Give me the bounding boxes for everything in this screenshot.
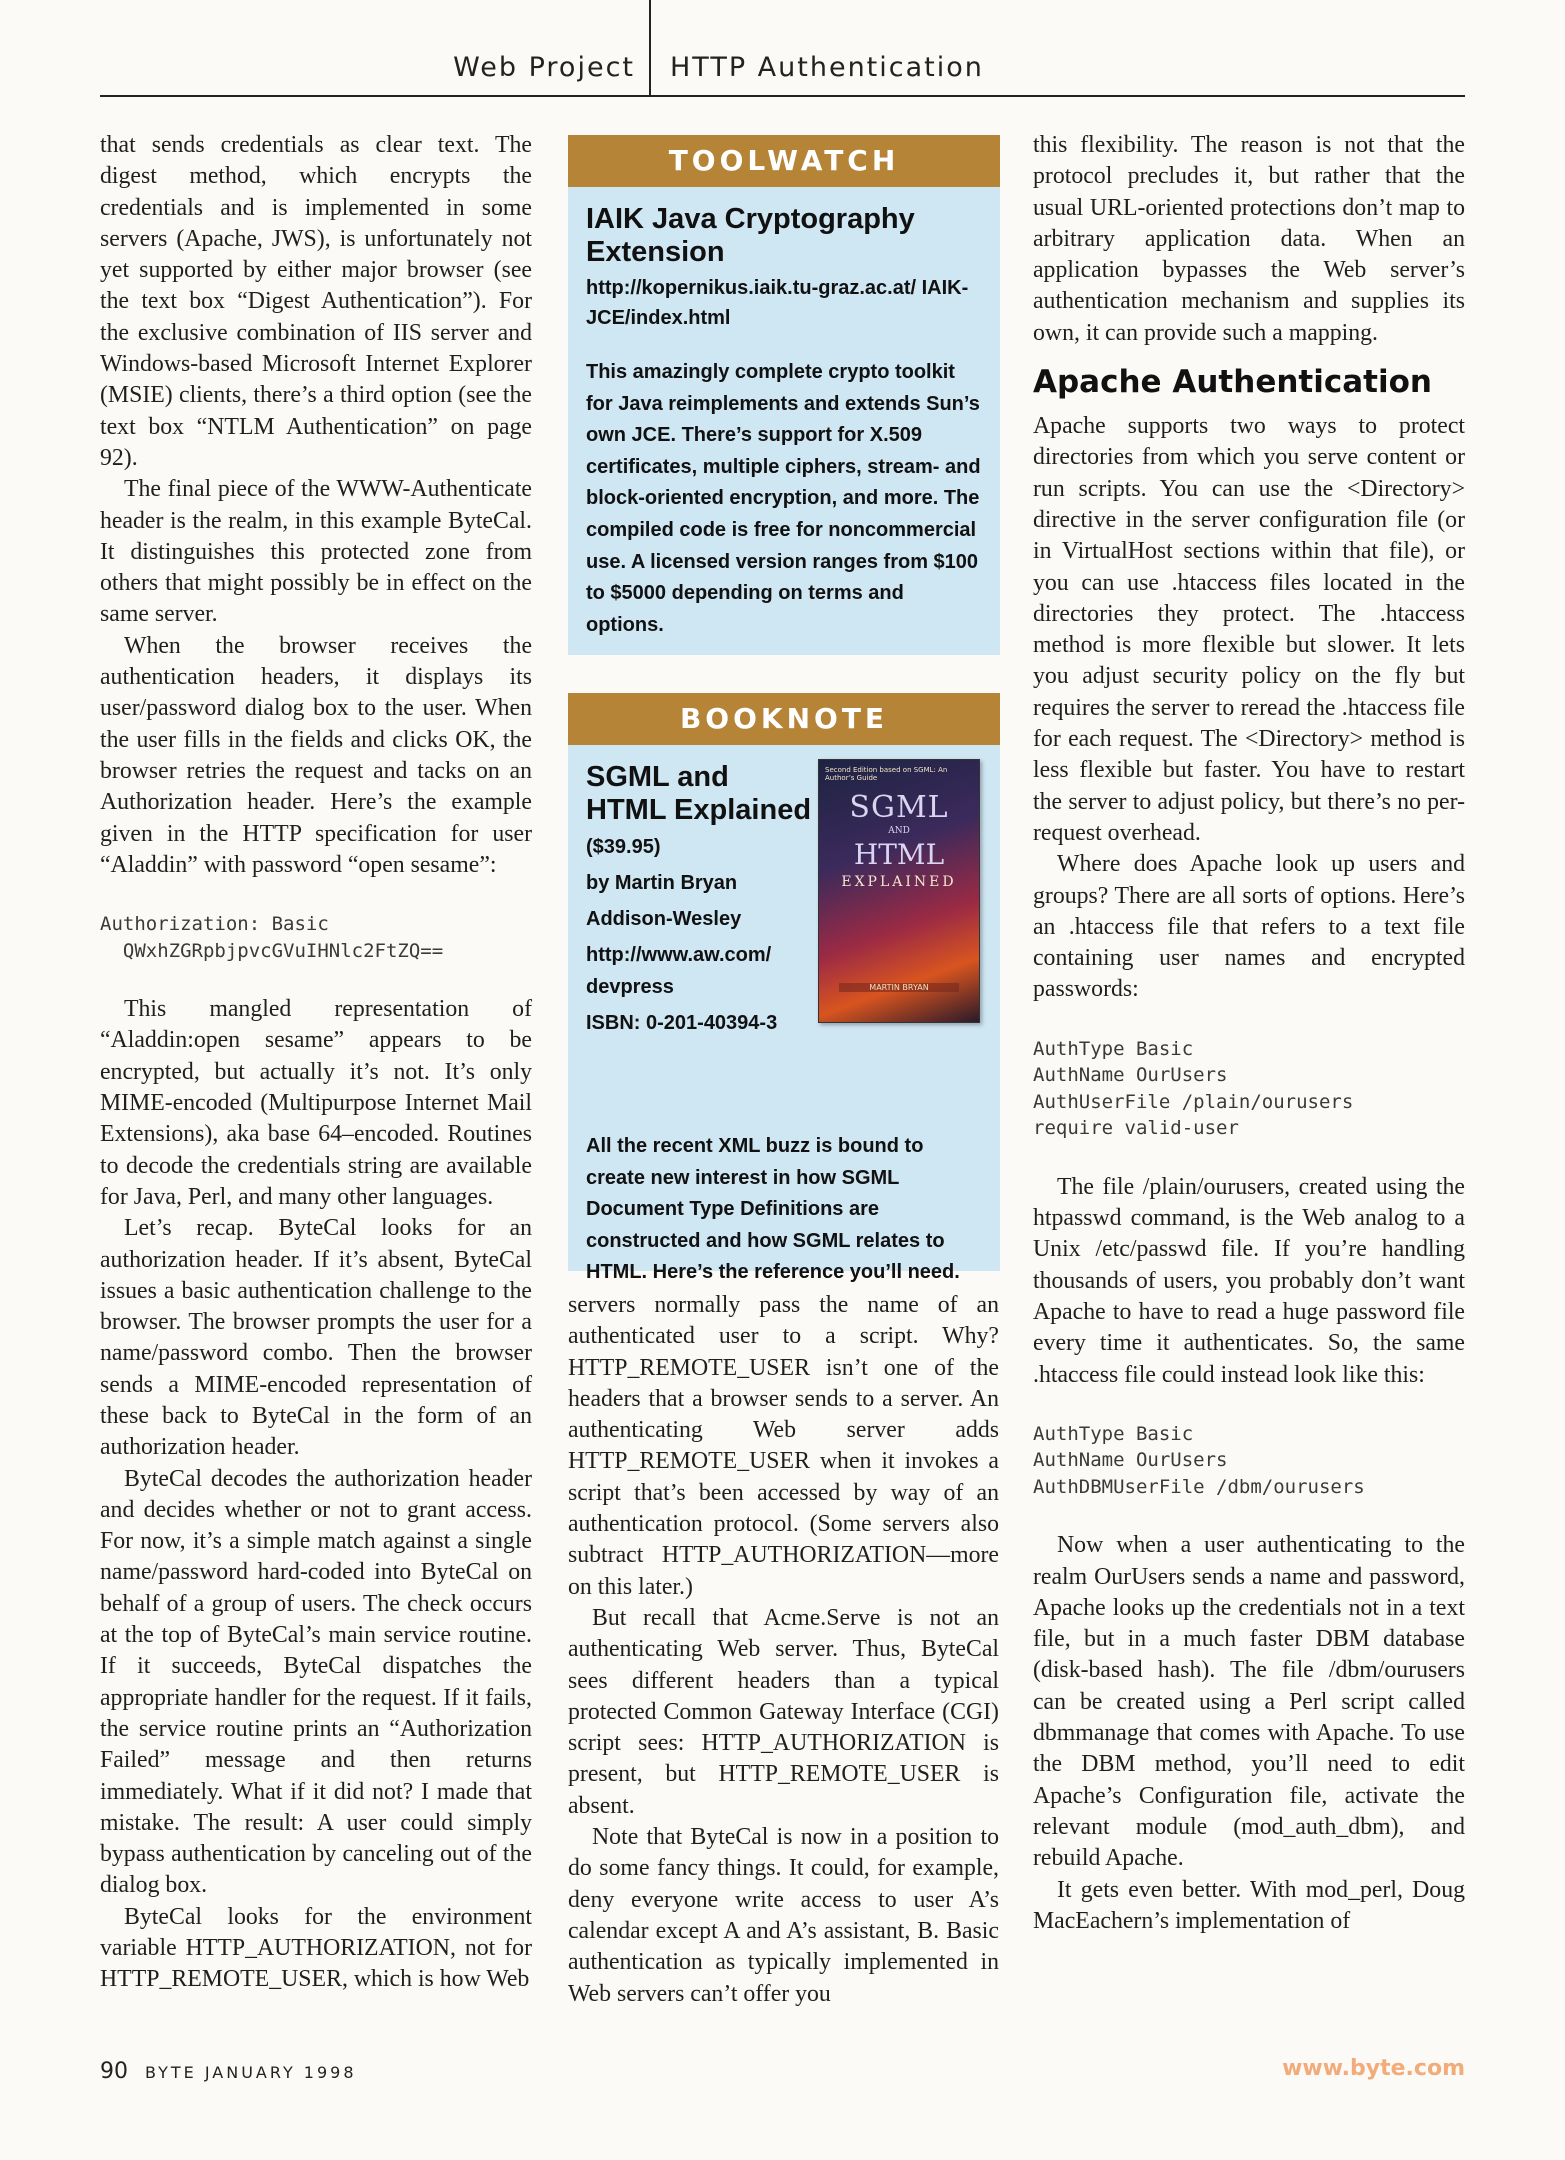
toolwatch-description: This amazingly complete crypto toolkit for Java reimplements and extends Sun’s own JCE. There’s support for X.509 certificates, multiple ciphers, stream- and block-oriented encryption, and more. The compiled code is free for noncommercial use. A licensed version ranges from $100 to $5000 depending on terms and options. [586,361,981,636]
paragraph: Let’s recap. ByteCal looks for an authorization header. If it’s absent, ByteCal issues a basic authentication challenge to the browser. The browser prompts the user for a name/password combo. Then the browser sends a MIME-encoded representation of these back to ByteCal in the form of an authorization header. [100,1215,532,1461]
paragraph: servers normally pass the name of an authenticated user to a script. Why? HTTP_REMOTE_USER isn’t one of the headers that a browser sends to a server. An authenticating Web server adds HTTP_REMOTE_USER when it invokes a script that’s been accessed by way of an authentication protocol. (Some servers also subtract HTTP_AUTHORIZATION—more on this later.) [568,1292,999,1600]
toolwatch-title: IAIK Java Cryptography Extension [586,203,915,268]
page-number: 90 [100,2059,128,2084]
header-section-left: Web Project [453,52,635,83]
publication-line: BYTE JANUARY 1998 [145,2063,357,2082]
header-section-right: HTTP Authentication [670,52,984,83]
cover-explained: EXPLAINED [841,874,957,890]
booknote-label: BOOKNOTE [568,693,1000,745]
paragraph: The file /plain/ourusers, created using the htpasswd command, is the Web analog to a Unix /etc/passwd file. If you’re handling thousands of users, you probably don’t want Apache to have to read a huge password file every time it authenticates. So, the same .htaccess file could instead look like this: [1033,1173,1465,1388]
toolwatch-label: TOOLWATCH [568,135,1000,187]
cover-and: AND [888,826,910,836]
column-3 [1033,130,1465,1937]
code-block: Authorization: Basic QWxhZGRpbjpvcGVuIHNlc2FtZQ== [100,913,444,962]
book-title: SGML and HTML Explained [586,761,812,826]
code-block: AuthType Basic AuthName OurUsers AuthDBMUserFile /dbm/ourusers [1033,1422,1365,1498]
header-divider [649,0,651,95]
book-publisher: Addison-Wesley [586,908,742,930]
column-1 [100,130,532,1996]
paragraph: When the browser receives the authentication headers, it displays its user/password dialog box to the user. When the user fills in the fields and clicks OK, the browser retries the request and tacks on an Authorization header. Here’s the example given in the HTTP specification for user “Aladdin” with password “open sesame”: [100,632,532,878]
booknote-sidebar [568,693,1000,1284]
toolwatch-sidebar [568,135,1000,655]
column-2 [568,1290,999,2010]
website-url: www.byte.com [1282,2056,1465,2081]
book-cover-image [818,759,980,1023]
paragraph: Note that ByteCal is now in a position to do some fancy things. It could, for example, deny everyone write access to user A’s calendar except A and A’s assistant, B. Basic authentication as typically implemented in Web servers can’t offer you [568,1824,999,2007]
book-url: http://www.aw.com/ devpress [586,944,772,998]
paragraph: Now when a user authenticating to the realm OurUsers sends a name and password, Apache looks up the credentials not in a text file, but in a much faster DBM database (disk-based hash). The file /dbm/ourusers can be created using a Perl script called dbmmanage that comes with Apache. To use the DBM method, you’ll need to edit Apache’s Configuration file, activate the relevant module (mod_auth_dbm), and rebuild Apache. [1033,1532,1465,1872]
section-heading: Apache Authentication [1033,364,1432,401]
paragraph: Where does Apache look up users and groups? There are all sorts of options. Here’s an .htaccess file that refers to a text file containing user names and encrypted passwords: [1033,851,1465,1003]
cover-tagline: Second Edition based on SGML: An Author’s Guide [825,766,948,782]
book-price: ($39.95) [586,836,661,858]
cover-html: HTML [853,838,945,871]
paragraph: Apache supports two ways to protect directories from which you serve content or run scripts. You can use the <Directory> directive in the server configuration file (or in VirtualHost sections within that file), or you can use .htaccess files located in the directories they protect. The .htaccess method is more flexible but slower. It lets you adjust security policy on the fly but requires the server to reread the .htaccess file for each request. The <Directory> method is less flexible but faster. You have to restart the server to adjust policy, but there’s no per-request overhead. [1033,413,1465,846]
booknote-description: All the recent XML buzz is bound to create new interest in how SGML Document Type Definitions are constructed and how SGML relates to HTML. Here’s the reference you’ll need. [586,1135,960,1284]
book-isbn: ISBN: 0-201-40394-3 [586,1012,778,1034]
paragraph: ByteCal looks for the environment variable HTTP_AUTHORIZATION, not for HTTP_REMOTE_USER, which is how Web [100,1903,532,1993]
paragraph: This mangled representation of “Aladdin:open sesame” appears to be encrypted, but actually it’s not. It’s only MIME-encoded (Multipurpose Internet Mail Extensions), aka base 64–encoded. Routines to decode the credentials string are available for Java, Perl, and many other languages. [100,996,532,1210]
page-footer [100,2059,357,2084]
paragraph: ByteCal decodes the authorization header and decides whether or not to grant access. For now, it’s a simple match against a single name/password hard-coded into ByteCal on behalf of a group of users. The check occurs at the top of ByteCal’s main service routine. If it succeeds, ByteCal dispatches the appropriate handler for the request. If it fails, the service routine prints an “Authorization Failed” message and then returns immediately. What if it did not? I made that mistake. The result: A user could simply bypass authentication by canceling out of the dialog box. [100,1465,532,1899]
cover-author: MARTIN BRYAN [839,983,959,992]
paragraph: But recall that Acme.Serve is not an authenticating Web server. Thus, ByteCal sees different headers than a typical protected Common Gateway Interface (CGI) script sees: HTTP_AUTHORIZATION is present, but HTTP_REMOTE_USER is absent. [568,1604,999,1819]
page-header [100,0,1465,97]
cover-sgml: SGML [849,790,949,825]
paragraph: It gets even better. With mod_perl, Doug MacEachern’s implementation of [1033,1876,1465,1934]
code-block: AuthType Basic AuthName OurUsers AuthUserFile /plain/ourusers require valid-user [1033,1037,1354,1140]
toolwatch-url: http://kopernikus.iaik.tu-graz.ac.at/ IAIK-JCE/index.html [586,277,969,329]
paragraph: The final piece of the WWW-Authenticate header is the realm, in this example ByteCal. It distinguishes this protected zone from others that might possibly be in effect on the same server. [100,476,532,628]
paragraph: that sends credentials as clear text. The digest method, which encrypts the credentials and is implemented in some servers (Apache, JWS), is unfortunately not yet supported by either major browser (see the text box “Digest Authentication”). For the exclusive combination of IIS server and Windows-based Microsoft Internet Explorer (MSIE) clients, there’s a third option (see the text box “NTLM Authentication” on page 92). [100,132,532,471]
book-author: by Martin Bryan [586,872,738,894]
paragraph: this flexibility. The reason is not that the protocol precludes it, but rather that the usual URL-oriented protections don’t map to arbitrary application data. When an application bypasses the Web server’s authentication mechanism and supplies its own, it can provide such a mapping. [1033,132,1465,346]
